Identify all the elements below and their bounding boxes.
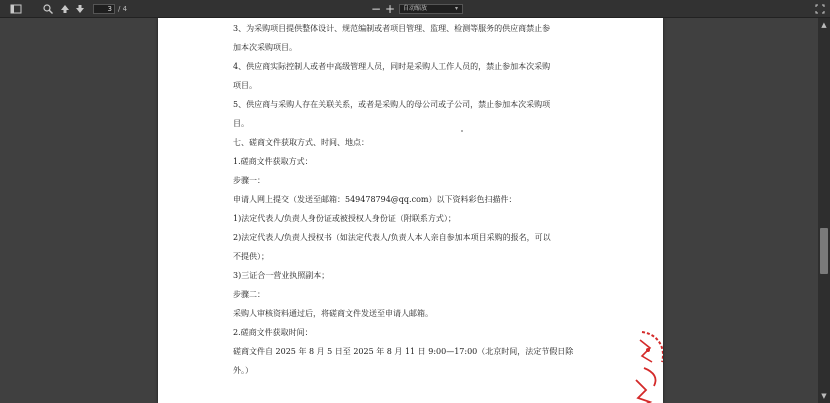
document-line: 3)三证合一营业执照副本；: [233, 271, 330, 280]
document-line: 目。: [233, 119, 249, 128]
fullscreen-icon[interactable]: [814, 3, 826, 15]
document-line: 项目。: [233, 81, 257, 90]
document-viewer[interactable]: [0, 18, 818, 403]
zoom-out-button[interactable]: −: [370, 2, 382, 16]
chevron-down-icon: ▾: [454, 5, 458, 12]
document-page: [158, 18, 663, 403]
document-line: 加本次采购项目。: [233, 43, 297, 52]
document-line: 采购人审核资料通过后，将磋商文件发送至申请人邮箱。: [233, 309, 433, 318]
scroll-up-icon[interactable]: ▲: [821, 21, 827, 29]
page-total-label: / 4: [118, 5, 128, 13]
document-line: 2.磋商文件获取时间：: [233, 328, 313, 337]
pdf-toolbar: [0, 0, 830, 18]
page-number-input[interactable]: 3: [93, 4, 115, 14]
zoom-select[interactable]: [399, 4, 463, 14]
document-line: 3、为采购项目提供整体设计、规范编制或者项目管理、监理、检测等服务的供应商禁止参: [233, 24, 551, 33]
scan-speck: [461, 130, 463, 132]
document-line: 1.磋商文件获取方式：: [233, 157, 313, 166]
search-icon[interactable]: [42, 3, 54, 15]
document-line: 1)法定代表人/负责人身份证或被授权人身份证（附联系方式）；: [233, 214, 456, 223]
red-seal-stamp: [628, 328, 663, 403]
document-line: 2)法定代表人/负责人授权书（如法定代表人/负责人本人亲自参加本项目采购的报名，可以: [233, 233, 551, 242]
document-line: 磋商文件自 2025 年 8 月 5 日至 2025 年 8 月 11 日 9:00—17:00（北京时间，法定节假日除: [233, 347, 574, 356]
scroll-down-icon[interactable]: ▼: [821, 392, 827, 400]
document-line: 外。）: [233, 366, 253, 375]
vertical-scrollbar[interactable]: [818, 18, 830, 403]
sidebar-toggle-icon[interactable]: [10, 3, 22, 15]
next-page-icon[interactable]: [74, 3, 86, 15]
document-line: 步骤二：: [233, 290, 265, 299]
document-line: 七、磋商文件获取方式、时间、地点：: [233, 138, 369, 147]
previous-page-icon[interactable]: [59, 3, 71, 15]
zoom-value: 自动缩放: [403, 5, 428, 12]
scroll-thumb[interactable]: [820, 228, 828, 274]
document-line: 不提供）；: [233, 252, 269, 261]
zoom-in-button[interactable]: +: [384, 2, 396, 16]
document-line: 4、供应商实际控制人或者中高级管理人员，同时是采购人工作人员的，禁止参加本次采购: [233, 62, 551, 71]
document-line: 申请人网上提交（发送至邮箱：549478794@qq.com）以下资料彩色扫描件：: [233, 195, 517, 204]
document-line: 步骤一：: [233, 176, 265, 185]
document-line: 5、供应商与采购人存在关联关系，或者是采购人的母公司或子公司，禁止参加本次采购项: [233, 100, 551, 109]
